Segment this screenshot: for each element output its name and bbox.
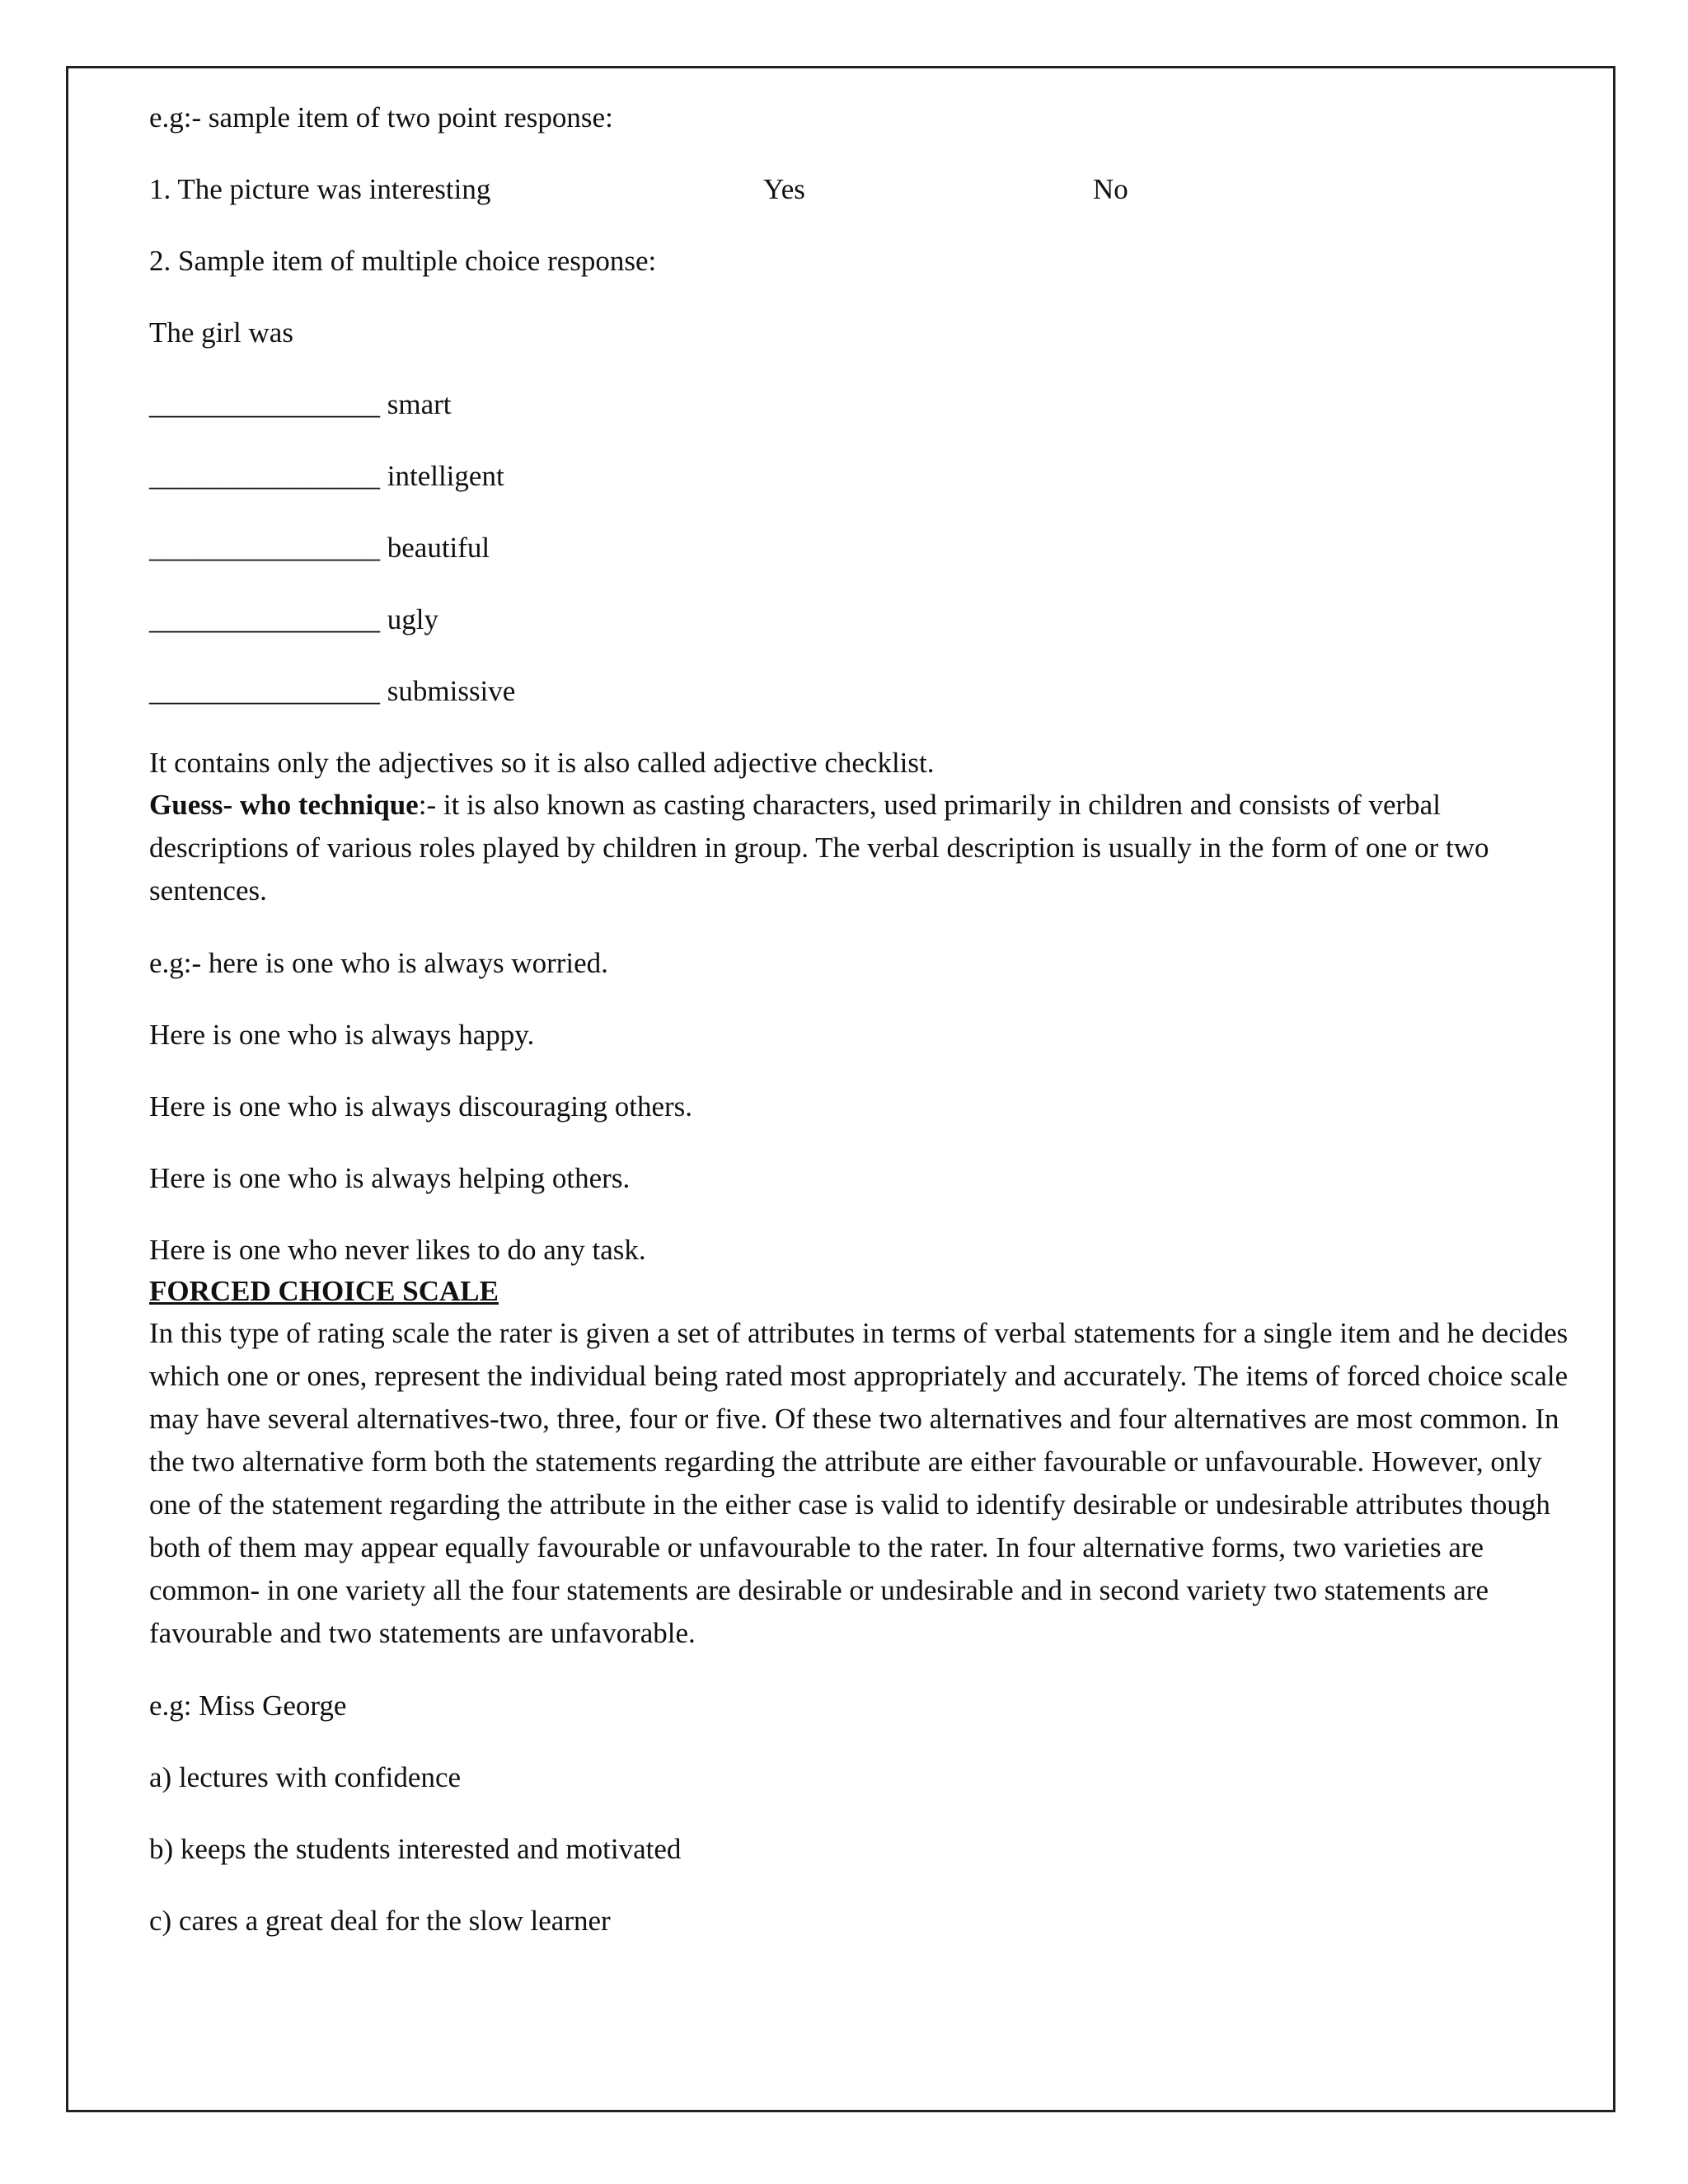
guess-who-example: e.g:- here is one who is always worried. — [149, 947, 608, 979]
forced-choice-option: a) lectures with confidence — [149, 1761, 462, 1793]
choice-item — [149, 671, 1583, 712]
forced-choice-option: b) keeps the students interested and motivated — [149, 1833, 682, 1865]
forced-choice-paragraph: In this type of rating scale the rater is given a set of attributes in terms of verbal statements for a single item and he decides which one or ones, represent the individual being rated most appropriately and accurately. The items of forced choice scale may have several alternatives-two, three, four or five. Of these two alternatives and four alternatives are most common. In the two alternative form both the statements regarding the attribute are either favourable or unfavourable. However, only one of the statement regarding the attribute in the either case is valid to identify desirable or undesirable attributes though both of them may appear equally favourable or unfavourable to the rater. In four alternative forms, two varieties are common- in one variety all the four statements are desirable or undesirable and in second variety two statements are favourable and two statements are unfavorable. — [149, 1317, 1568, 1649]
two-point-intro: e.g:- sample item of two point response: — [149, 101, 613, 134]
multiple-choice-stem: The girl was — [149, 316, 293, 349]
two-point-item: 1. The picture was interesting — [149, 173, 491, 205]
answer-blank: ________________ — [149, 532, 380, 564]
choice-item — [149, 599, 1583, 640]
guess-who-example: Here is one who never likes to do any task. — [149, 1234, 646, 1266]
section-heading: FORCED CHOICE SCALE — [149, 1275, 499, 1307]
choice-label: ugly — [387, 603, 438, 635]
answer-blank: ________________ — [149, 603, 380, 635]
no-option: No — [1093, 173, 1128, 205]
choice-item — [149, 456, 1583, 497]
guess-who-example: Here is one who is always discouraging others. — [149, 1090, 693, 1122]
guess-who-definition: :- it is also known as casting characters, used primarily in children and consists of verbal descriptions of various roles played by children in group. The verbal description is usually in the form of one or two sentences. — [149, 789, 1489, 907]
choice-label: submissive — [387, 675, 516, 707]
choice-label: beautiful — [387, 532, 490, 564]
guess-who-paragraph — [149, 784, 1583, 912]
choice-item — [149, 527, 1583, 569]
choice-label: intelligent — [387, 460, 504, 492]
answer-blank: ________________ — [149, 675, 380, 707]
answer-blank: ________________ — [149, 460, 380, 492]
forced-choice-option: c) cares a great deal for the slow learner — [149, 1905, 611, 1937]
adjective-checklist-note: It contains only the adjectives so it is also called adjective checklist. — [149, 747, 935, 779]
two-point-item-row — [149, 169, 1583, 210]
guess-who-term: Guess- who technique — [149, 789, 419, 821]
guess-who-example: Here is one who is always helping others. — [149, 1162, 631, 1194]
multiple-choice-intro: 2. Sample item of multiple choice response: — [149, 245, 657, 277]
guess-who-example: Here is one who is always happy. — [149, 1019, 535, 1051]
yes-option: Yes — [763, 173, 805, 205]
document-body — [149, 97, 1583, 1942]
forced-choice-example-intro: e.g: Miss George — [149, 1690, 347, 1722]
choice-label: smart — [387, 388, 452, 420]
choice-item — [149, 384, 1583, 425]
answer-blank: ________________ — [149, 388, 380, 420]
